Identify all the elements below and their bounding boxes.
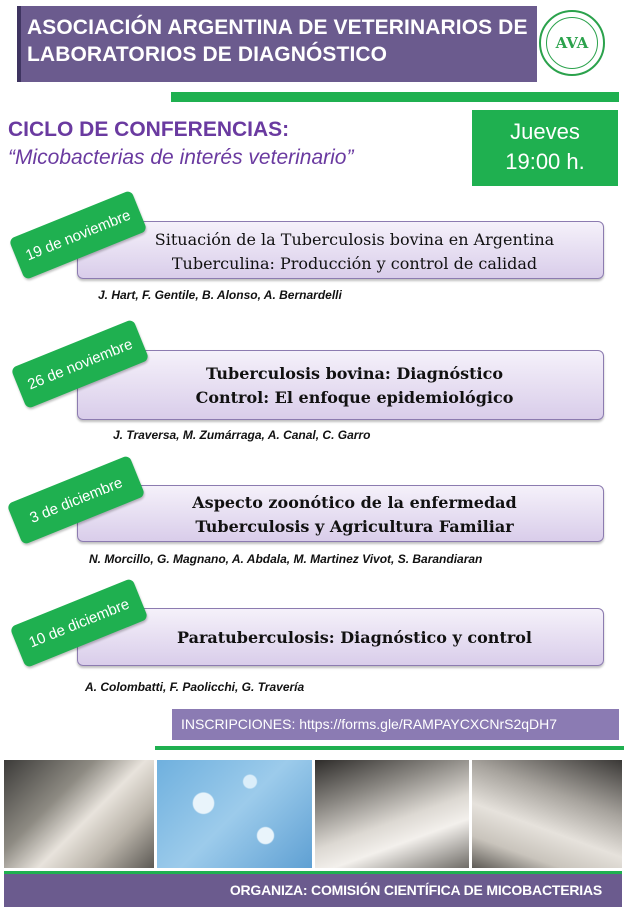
talk-3-speakers: N. Morcillo, G. Magnano, A. Abdala, M. Martinez Vivot, S. Barandiaran bbox=[89, 552, 483, 566]
talk-box-2 bbox=[77, 350, 604, 420]
talk-box-1 bbox=[77, 221, 604, 279]
talk-2-line2: Control: El enfoque epidemiológico bbox=[195, 388, 514, 407]
photo-petri-dish bbox=[315, 760, 469, 868]
registration-link[interactable]: INSCRIPCIONES: https://forms.gle/RAMPAYCXCNrS2qDH7 bbox=[172, 709, 619, 740]
photo-laboratory bbox=[472, 760, 622, 868]
talk-box-3 bbox=[77, 485, 604, 542]
talk-1-line2: Tuberculina: Producción y control de calidad bbox=[171, 254, 538, 273]
cycle-subtitle: “Micobacterias de interés veterinario” bbox=[8, 146, 354, 169]
schedule-time: 19:00 h. bbox=[505, 149, 585, 174]
talk-3-line2: Tuberculosis y Agricultura Familiar bbox=[195, 517, 514, 536]
divider-rule bbox=[171, 92, 619, 102]
talk-1-line1: Situación de la Tuberculosis bovina en Argentina bbox=[154, 230, 555, 249]
header-title-line2: LABORATORIOS DE DIAGNÓSTICO bbox=[27, 43, 388, 66]
talk-3-line1: Aspecto zoonótico de la enfermedad bbox=[192, 493, 517, 512]
talk-box-4 bbox=[77, 608, 604, 666]
logo-text: AVA bbox=[555, 34, 589, 52]
footer-organizer: ORGANIZA: COMISIÓN CIENTÍFICA DE MICOBACTERIAS bbox=[4, 871, 622, 907]
schedule-box bbox=[472, 110, 618, 186]
date-tag-2: 26 de noviembre bbox=[11, 319, 150, 409]
date-tag-4: 10 de diciembre bbox=[10, 578, 149, 668]
header-title-line1: ASOCIACIÓN ARGENTINA DE VETERINARIOS DE bbox=[27, 16, 528, 39]
date-tag-3: 3 de diciembre bbox=[7, 455, 146, 545]
photos-divider bbox=[155, 746, 624, 750]
photo-bovine-testing bbox=[4, 760, 154, 868]
schedule-day: Jueves bbox=[510, 119, 580, 144]
talk-2-speakers: J. Traversa, M. Zumárraga, A. Canal, C. Garro bbox=[113, 428, 371, 442]
cycle-title: CICLO DE CONFERENCIAS: bbox=[8, 118, 290, 141]
photo-microscopy bbox=[157, 760, 312, 868]
talk-2-line1: Tuberculosis bovina: Diagnóstico bbox=[205, 364, 504, 383]
talk-1-speakers: J. Hart, F. Gentile, B. Alonso, A. Bernardelli bbox=[98, 288, 342, 302]
date-tag-1: 19 de noviembre bbox=[9, 190, 148, 280]
header-banner bbox=[17, 6, 537, 82]
association-logo bbox=[539, 10, 605, 76]
logo-seal-icon bbox=[546, 17, 598, 69]
talk-4-line1: Paratuberculosis: Diagnóstico y control bbox=[176, 628, 533, 647]
talk-4-speakers: A. Colombatti, F. Paolicchi, G. Travería bbox=[85, 680, 305, 694]
